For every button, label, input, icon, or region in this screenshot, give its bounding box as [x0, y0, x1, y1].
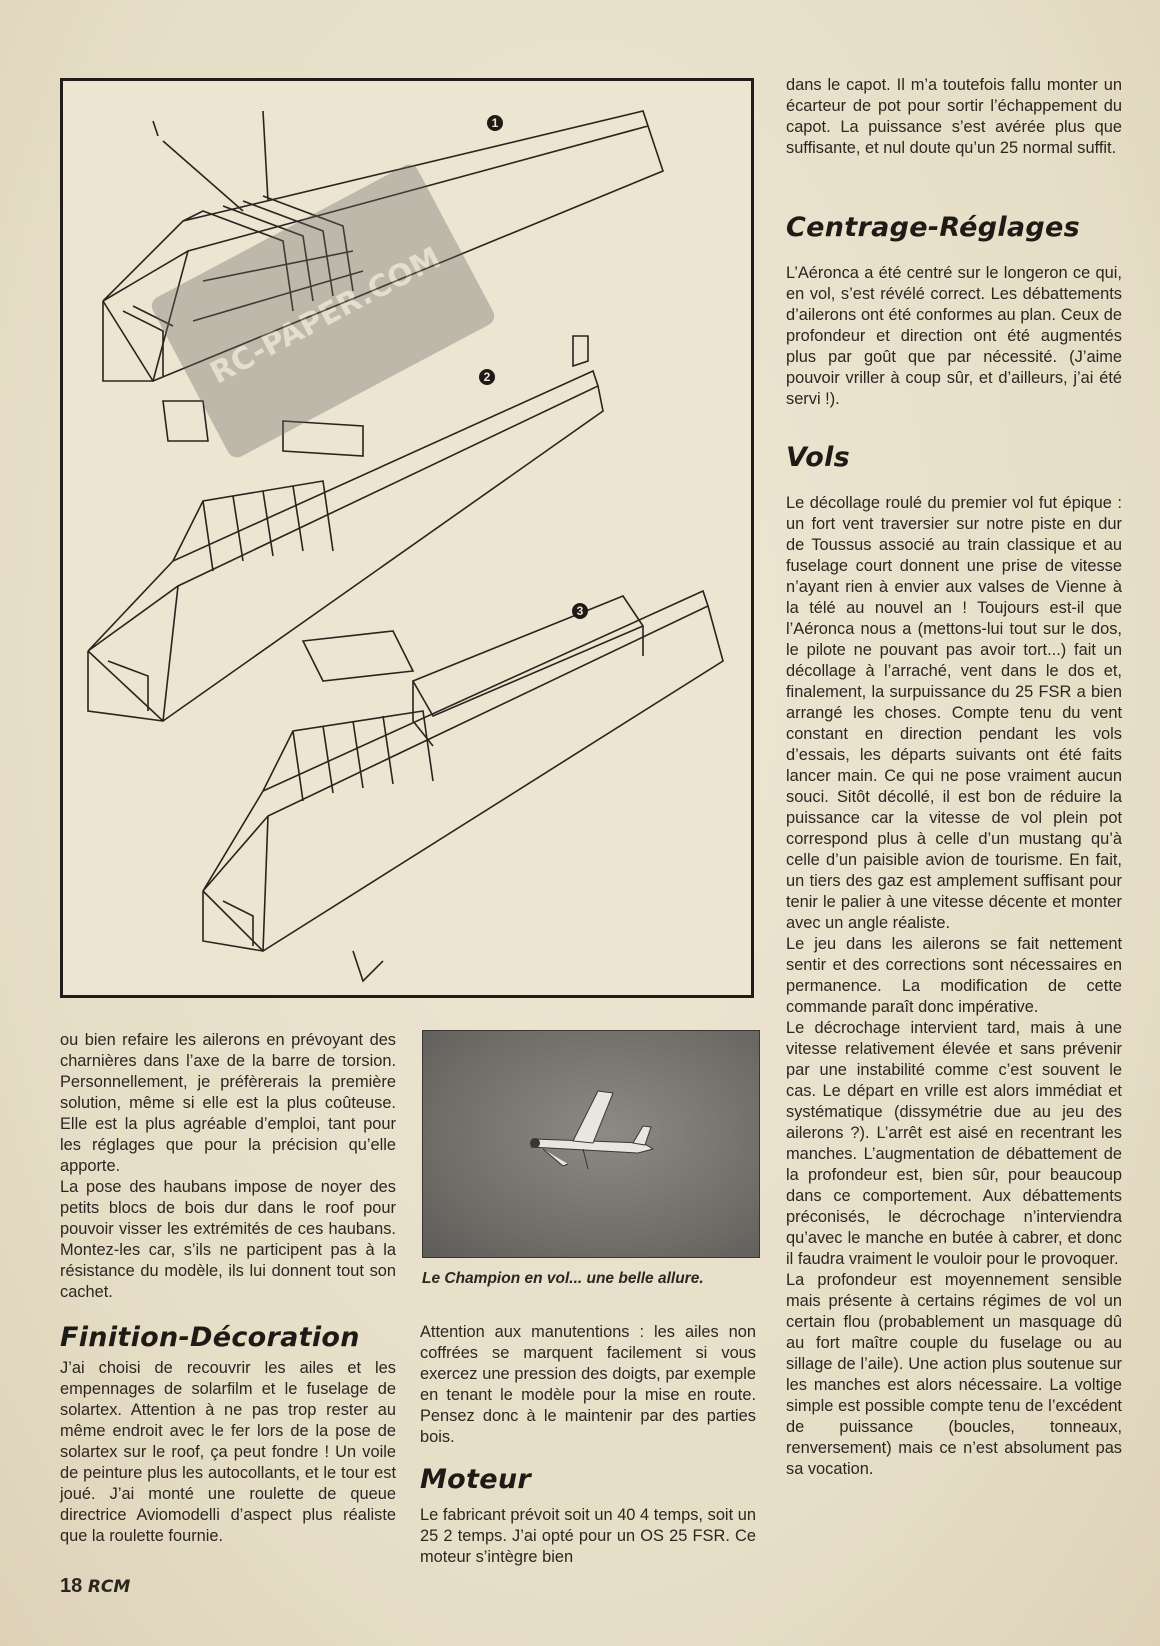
heading-vols: Vols	[786, 442, 851, 473]
paragraph-left-1: ou bien refaire les ailerons en prévoyant des charnières dans l’axe de la barre de torsion. Personnellement, je préfèrerais la première solution, même si elle est la plus coûteuse. Elle est la plus agréable d’emploi, tant pour les réglages que pour la précision qu’elle apporte.	[60, 1031, 396, 1175]
photo-caption: Le Champion en vol... une belle allure.	[422, 1270, 704, 1287]
magazine-name: RCM	[87, 1577, 131, 1597]
heading-finition: Finition-Décoration	[60, 1322, 360, 1353]
fuselage-stage-3	[203, 591, 723, 981]
finition-text	[60, 1358, 396, 1547]
step-number-1: 1	[491, 116, 499, 130]
paragraph-vols-3: Le décrochage intervient tard, mais à une vitesse relativement élevée et sans prévenir par une instabilité comme c’est souvent le cas. Le départ en vrille est alors immédiat et systématique (dissymétrie due au jeu des ailerons ?). L’arrêt est aisé en recentrant les manches. L’augmentation de débattement de la profondeur est, bien sûr, pour beaucoup dans ce comportement. Aux débattements préconisés, le décrochage n’interviendra qu’avec le manche en butée à cabrer, et donc il faudra vraiment le vouloir pour le provoquer.	[786, 1019, 1122, 1268]
watermark	[148, 161, 497, 461]
step-number-2: 2	[483, 370, 491, 384]
paragraph-finition: J’ai choisi de recouvrir les ailes et les empennages de solarfilm et le fuselage de solartex. Attention à ne pas trop rester au même endroit avec le fer lors de la pose de solartex sur le roof, ça peut fondre ! Un voile de peinture plus les autocollants, et le tour est joué. J’ai monté une roulette de queue directrice Aviomodelli d’aspect plus réaliste que la roulette fournie.	[60, 1359, 396, 1545]
paragraph-vols-2: Le jeu dans les ailerons se fait nettement sentir et des corrections sont nécessaires en permanence. La modification de cette commande paraît donc impérative.	[786, 935, 1122, 1016]
paragraph-centrage: L’Aéronca a été centré sur le longeron ce qui, en vol, s’est révélé correct. Les débattements d’ailerons ont été conformes au plan. Ceux de profondeur et direction ont été augmentés plus par goût que par nécessité. (J’aime pouvoir vriller à coup sûr, et d’ailleurs, j’ai été servi !).	[786, 264, 1122, 408]
watermark-text: RC-PAPER.COM	[204, 240, 447, 392]
heading-moteur: Moteur	[420, 1464, 531, 1495]
paragraph-vols-4: La profondeur est moyennement sensible mais présente à certains régimes de vol un certain flou (probablement un masquage dû au fort maître couple du fuselage ou au sillage de l’aile). Une action plus soutenue sur les manches est alors nécessaire. La voltige simple est possible compte tenu de l’excédent de puissance (boucles, tonneaux, renversement) mais ce n’est absolument pas sa vocation.	[786, 1271, 1122, 1478]
assembly-figure	[60, 78, 754, 998]
heading-centrage: Centrage-Réglages	[786, 212, 1081, 243]
airplane-photo	[423, 1031, 759, 1257]
moteur-text	[420, 1505, 756, 1568]
paragraph-moteur: Le fabricant prévoit soit un 40 4 temps, soit un 25 2 temps. J’ai opté pour un OS 25 FSR. Ce moteur s’intègre bien	[420, 1506, 756, 1566]
paragraph-left-2: La pose des haubans impose de noyer des petits blocs de bois dur dans le roof pour pouvoir visser les extrémités de ces haubans. Montez-les car, s’ils ne participent pas à la résistance du modèle, ils lui donnent tout son cachet.	[60, 1178, 396, 1301]
paragraph-right-continuation: dans le capot. Il m’a toutefois fallu monter un écarteur de pot pour sortir l’échappement du capot. La puissance s’est avérée plus que suffisante, et nul doute qu’un 25 normal suffit.	[786, 76, 1122, 157]
step-number-3: 3	[576, 604, 584, 618]
paragraph-attention: Attention aux manutentions : les ailes non coffrées se marquent facilement si vous exercez une pression des doigts, par exemple en tenant le modèle pour la mise en route. Pensez donc à le maintenir par des parties bois.	[420, 1323, 756, 1446]
centrage-text	[786, 263, 1122, 410]
column-left	[60, 1030, 396, 1303]
paragraph-vols-1: Le décollage roulé du premier vol fut épique : un fort vent traversier sur notre piste en dur de Toussus associé au train classique et au fuselage court donnent une prise de vitesse n’ayant rien à envier aux valses de Vienne à la télé au nouvel an ! Toujours est-il que l’Aéronca nous a (mettons-lui tout sur le dos, le pilote ne pouvant pas avoir tort...) fait un décollage à l’arraché, vent dans le dos et, finalement, la surpuissance du 25 FSR a bien arrangé les choses. Compte tenu du vent constant en direction pendant les vols d’essais, les départs suivants ont été faits lancer main. Ce qui ne pose vraiment aucun souci. Sitôt décollé, il est bon de réduire la puissance car la vitesse de vol plein pot correspond plus à celle d’un mustang qu’à celle d’un paisible avion de tourisme. En fait, un tiers des gaz est amplement suffisant pour tenir le palier à une vitesse décente et monter avec un angle réaliste.	[786, 494, 1122, 932]
vols-text	[786, 493, 1122, 1480]
flight-photo	[422, 1030, 760, 1258]
page-number: 18	[60, 1575, 83, 1597]
column-middle	[420, 1322, 756, 1448]
fuselage-drawing	[63, 81, 751, 995]
column-right	[786, 75, 1122, 159]
step-markers	[479, 115, 588, 619]
page-footer	[60, 1575, 130, 1598]
